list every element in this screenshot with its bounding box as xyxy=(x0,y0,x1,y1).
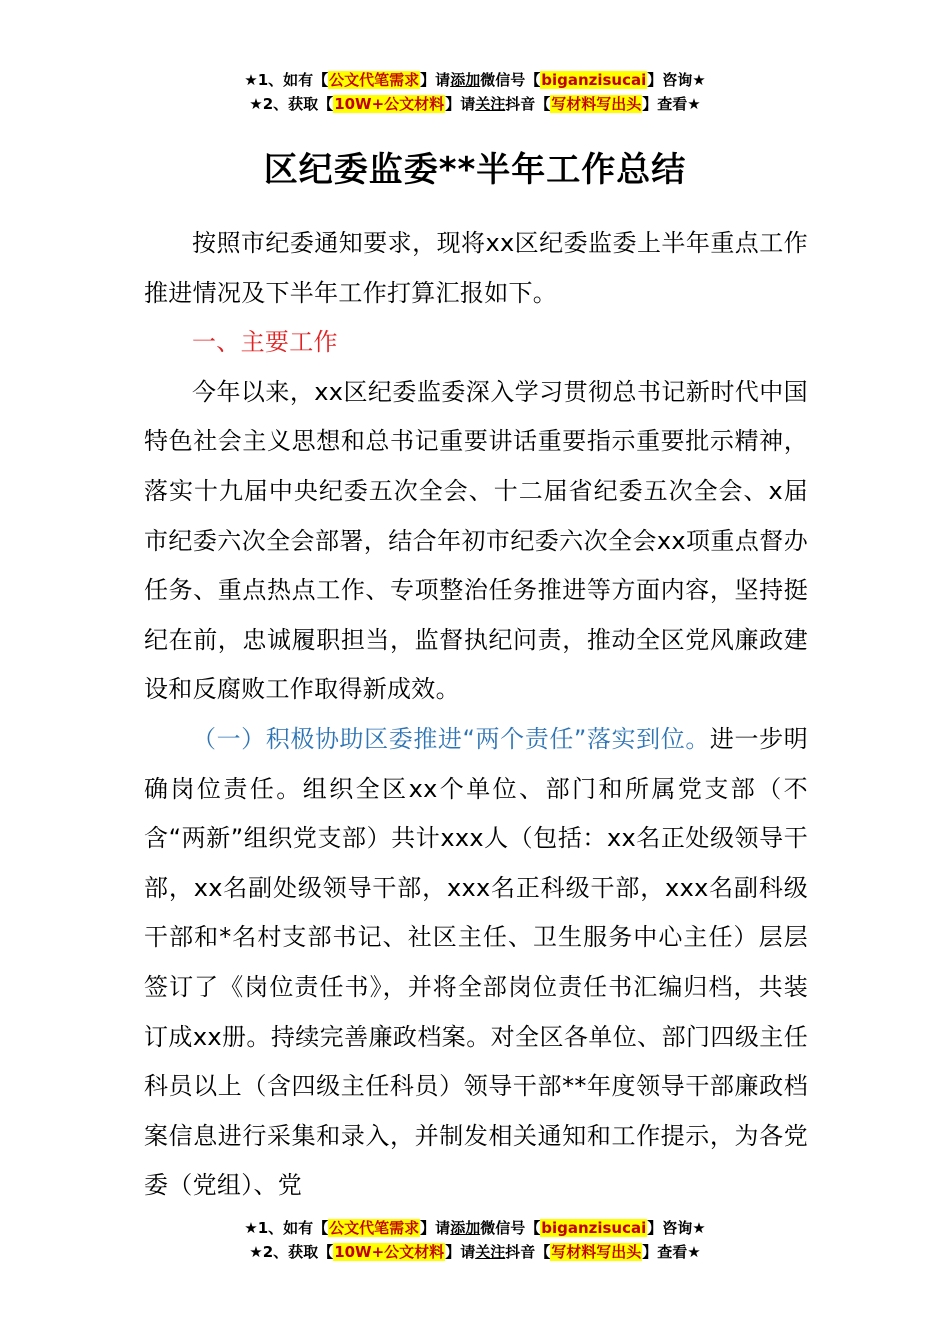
top-banner xyxy=(0,68,950,116)
banner-highlight: 10W+公文材料 xyxy=(334,1243,445,1261)
banner-text: 微信号【 xyxy=(480,1219,541,1237)
subsection-paragraph xyxy=(144,715,808,1211)
banner-text: 】请 xyxy=(445,95,476,113)
banner-highlight: 写材料写出头 xyxy=(551,95,642,113)
document-title: 区纪委监委**半年工作总结 xyxy=(263,150,687,190)
banner-text: 】请 xyxy=(420,71,451,89)
banner-highlight: 公文代笔需求 xyxy=(329,1219,420,1237)
section-heading: 一、主要工作 xyxy=(192,328,338,357)
banner-text: 微信号【 xyxy=(480,71,541,89)
banner-highlight: 公文代笔需求 xyxy=(329,71,420,89)
banner-line-1 xyxy=(0,68,950,92)
banner-line-2 xyxy=(0,92,950,116)
banner-text: 】咨询★ xyxy=(647,1219,706,1237)
banner-underline: 添加 xyxy=(450,1219,481,1237)
banner-underline: 关注 xyxy=(475,1243,506,1261)
banner-underline: 关注 xyxy=(475,95,506,113)
banner-line-1 xyxy=(0,1216,950,1240)
section-paragraph: 今年以来，xx区纪委监委深入学习贯彻总书记新时代中国特色社会主义思想和总书记重要讲话重要指示重要批示精神，落实十九届中央纪委五次全会、十二届省纪委五次全会、x届市纪委六次全会部署，结合年初市纪委六次全会xx项重点督办任务、重点热点工作、专项整治任务推进等方面内容，坚持挺纪在前，忠诚履职担当，监督执纪问责，推动全区党风廉政建设和反腐败工作取得新成效。 xyxy=(144,377,808,704)
banner-text: 】查看★ xyxy=(642,1243,701,1261)
banner-highlight: biganzisucai xyxy=(541,1219,647,1237)
subsection-body: 进一步明确岗位责任。组织全区xx个单位、部门和所属党支部（不含“两新”组织党支部）共计xxx人（包括：xx名正处级领导干部，xx名副处级领导干部，xxx名正科级干部，xxx名副科级干部和*名村支部书记、社区主任、卫生服务中心主任）层层签订了《岗位责任书》，并将全部岗位责任书汇编归档，共装订成xx册。持续完善廉政档案。对全区各单位、部门四级主任科员以上（含四级主任科员）领导干部**年度领导干部廉政档案信息进行采集和录入，并制发相关通知和工作提示，为各党委（党组）、党 xyxy=(144,724,809,1200)
banner-text: 】查看★ xyxy=(642,95,701,113)
banner-text: ★2、获取【 xyxy=(249,95,334,113)
banner-underline: 添加 xyxy=(450,71,481,89)
intro-paragraph: 按照市纪委通知要求，现将xx区纪委监委上半年重点工作推进情况及下半年工作打算汇报如下。 xyxy=(144,229,808,307)
banner-line-2 xyxy=(0,1240,950,1264)
banner-text: 抖音【 xyxy=(505,95,551,113)
banner-text: 】请 xyxy=(420,1219,451,1237)
banner-text: 抖音【 xyxy=(505,1243,551,1261)
banner-highlight: 10W+公文材料 xyxy=(334,95,445,113)
banner-highlight: 写材料写出头 xyxy=(551,1243,642,1261)
banner-text: 】咨询★ xyxy=(647,71,706,89)
banner-text: ★1、如有【 xyxy=(244,1219,329,1237)
document-body xyxy=(144,219,808,1211)
banner-text: ★2、获取【 xyxy=(249,1243,334,1261)
banner-text: ★1、如有【 xyxy=(244,71,329,89)
bottom-banner xyxy=(0,1216,950,1264)
banner-highlight: biganzisucai xyxy=(541,71,647,89)
subsection-heading: （一）积极协助区委推进“两个责任”落实到位。 xyxy=(192,724,710,753)
banner-text: 】请 xyxy=(445,1243,476,1261)
